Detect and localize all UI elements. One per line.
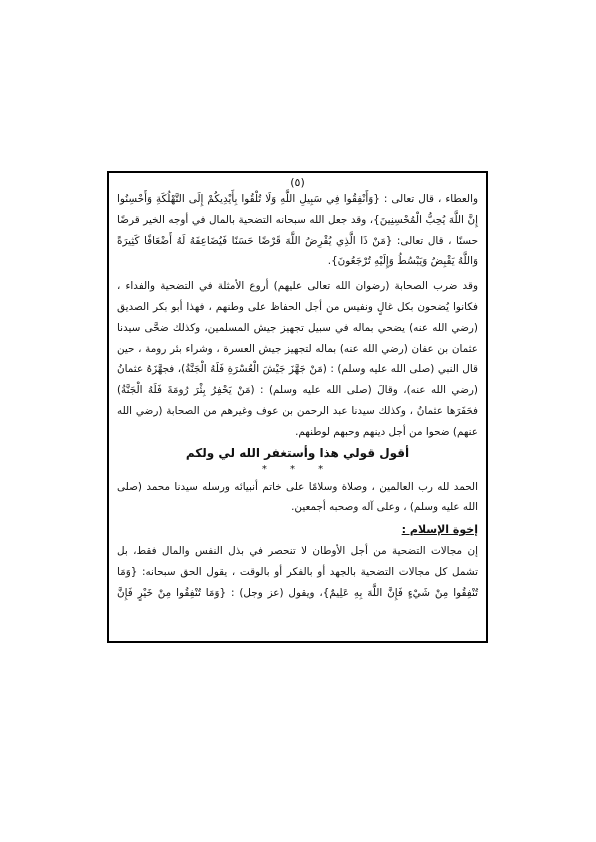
address-heading: إخوة الإسلام : xyxy=(401,523,478,537)
page-frame xyxy=(107,171,488,643)
paragraph-1: والعطاء ، قال تعالى : {وَأَنْفِقُوا فِي سَبِيلِ اللَّهِ وَلَا تُلْقُوا بِأَيْدِيكُمْ إِلَى التَّهْلُكَةِ وَأَحْسِنُوا إِنَّ اللَّهَ يُحِبُّ الْمُحْسِنِينَ}، وقد جعل الله سبحانه التضحية بالمال في أوجه الخير قرضًا حسنًا ، قال تعالى: {مَنْ ذَا الَّذِي يُقْرِضُ اللَّهَ قَرْضًا حَسَنًا فَيُضَاعِفَهُ لَهُ أَضْعَافًا كَثِيرَةً وَاللَّهُ يَقْبِضُ وَيَبْسُطُ وَإِلَيْهِ تُرْجَعُونَ}. xyxy=(117,193,478,268)
paragraph-3: الحمد لله رب العالمين ، وصلاة وسلامًا على خاتم أنبيائه ورسله سيدنا محمد (صلى الله عليه وسلم) ، وعلى آله وصحبه أجمعين. xyxy=(117,480,478,514)
closing-heading: أقول قولي هذا وأستغفر الله لي ولكم xyxy=(185,445,410,460)
paragraph-4: إن مجالات التضحية من أجل الأوطان لا تنحصر في بذل النفس والمال فقط، بل تشمل كل مجالات التضحية بالجهد أو بالفكر أو بالوقت ، يقول الحق سبحانه: {وَمَا تُنْفِقُوا مِنْ شَيْءٍ فَإِنَّ اللَّهَ بِهِ عَلِيمٌ}، ويقول (عز وجل) : {وَمَا تُنْفِقُوا مِنْ خَيْرٍ فَإِنَّ xyxy=(117,544,478,599)
document-body xyxy=(117,189,478,603)
paragraph-2: وقد ضرب الصحابة (رضوان الله تعالى عليهم) أروع الأمثلة في التضحية والفداء ، فكانوا يُضحون بكل غالٍ ونفيس من أجل الحفاظ على وطنهم ، فهذا أبو بكر الصديق (رضي الله عنه) يضحي بماله في سبيل تجهيز جيش المسلمين، وكذلك ضحَّى سيدنا عثمان بن عفان (رضي الله عنه) بماله لتجهيز جيش العسرة ، وشراء بئر رومة ، حين قال النبي (صلى الله عليه وسلم) : (مَنْ جَهَّزَ جَيْشَ الْعُسْرَةِ فَلَهُ الْجَنَّةُ)، فجهَّزَهُ عثمانُ (رضي الله عنه)، وقالَ (صلى الله عليه وسلم) : (مَنْ يَحْفِرُ بِئْرَ رُومَةَ فَلَهُ الْجَنَّةُ) فحَفَرَها عثمانُ ، وكذلك سيدنا عبد الرحمن بن عوف وغيرهم من الصحابة (رضي الله عنهم) ضحوا من أجل دينهم وحبهم لوطنهم. xyxy=(117,280,478,438)
section-divider-stars: * * * xyxy=(261,463,334,475)
page-number: (٥) xyxy=(290,176,305,189)
